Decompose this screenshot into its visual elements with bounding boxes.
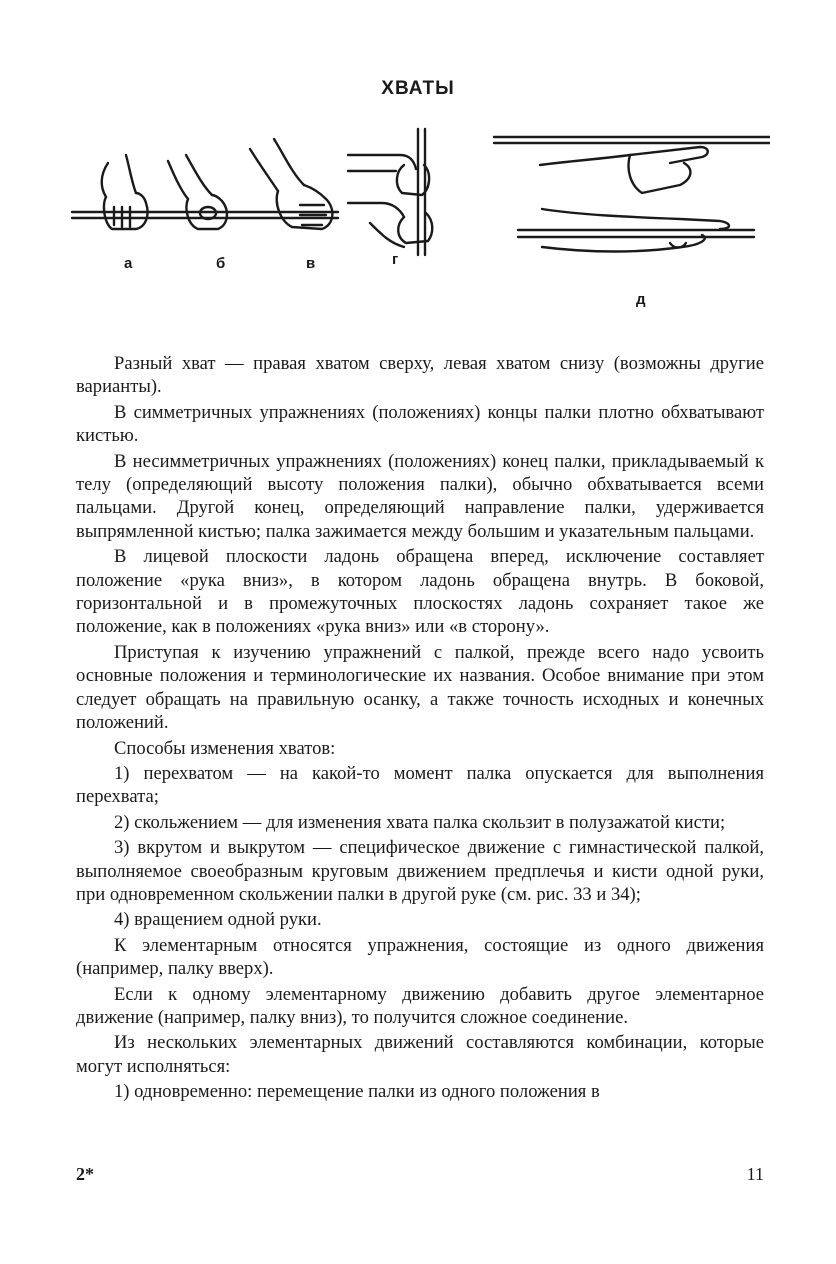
signature-mark: 2* [76,1164,94,1184]
list-item: 1) одновременно: перемещение палки из одного положения в [114,1081,600,1103]
horizontal-sticks-d [494,137,770,237]
paragraph: Приступая к изучению упражнений с палкой, прежде всего надо усвоить основные положения и терминологические их названия. Особое внимание при этом следует обращать на правильную осанку, а также точность исходных и конечных положений. [76,641,764,734]
label-a: а [124,255,133,272]
page-title: ХВАТЫ [381,78,455,99]
list-item: 3) вкрутом и выкрутом — специфическое движение с гимнастической палкой, выполняемое своеобразным круговым движением предплечья и кисти одной руки, при одновременном скольжении палки в другой руке (см. рис. 33 и 34); [76,837,764,905]
body-text [76,352,764,1106]
list-item: 2) скольжением — для изменения хвата палка скользит в полузажатой кисти; [114,811,726,833]
list-item: 1) перехватом — на какой-то момент палка опускается для выполнения перехвата; [76,762,764,808]
label-b: б [216,255,226,272]
grips-illustration [70,125,770,315]
paragraph: В несимметричных упражнениях (положениях) конец палки, прикладываемый к телу (определяющий высоту положения палки), обычно обхватывается всеми пальцами. Другой конец, определяющий направление палки, удерживается выпрямленной кистью; палка зажимается между большим и указательным пальцами. [76,450,764,542]
grips-drawing [70,125,770,315]
label-d: д [636,291,646,308]
paragraph: Из нескольких элементарных движений составляются комбинации, которые могут исполняться: [76,1032,764,1077]
hand-v-mixed-grip [250,139,332,229]
label-g: г [392,251,399,268]
page-number: 11 [746,1164,764,1184]
paragraph: Если к одному элементарному движению добавить другое элементарное движение (например, палку вниз), то получится сложное соединение. [76,983,764,1028]
paragraph: Способы изменения хватов: [114,737,336,759]
hand-g-vertical-grip [348,155,432,247]
horizontal-stick [72,212,338,218]
label-v: в [306,255,316,272]
paragraph: К элементарным относятся упражнения, состоящие из одного движения (например, палку вверх). [76,934,764,980]
paragraph: В лицевой плоскости ладонь обращена вперед, исключение составляет положение «рука вниз», в котором ладонь обращена внутрь. В боковой, горизонтальной и в промежуточных плоскостях ладонь сохраняет такое же положение, как в положениях «рука вниз» или «в сторону». [76,546,764,638]
paragraph: Разный хват — правая хватом сверху, левая хватом снизу (возможны другие варианты). [76,353,764,398]
list-item: 4) вращением одной руки. [114,909,322,931]
paragraph: В симметричных упражнениях (положениях) концы палки плотно обхватывают кистью. [76,401,764,447]
